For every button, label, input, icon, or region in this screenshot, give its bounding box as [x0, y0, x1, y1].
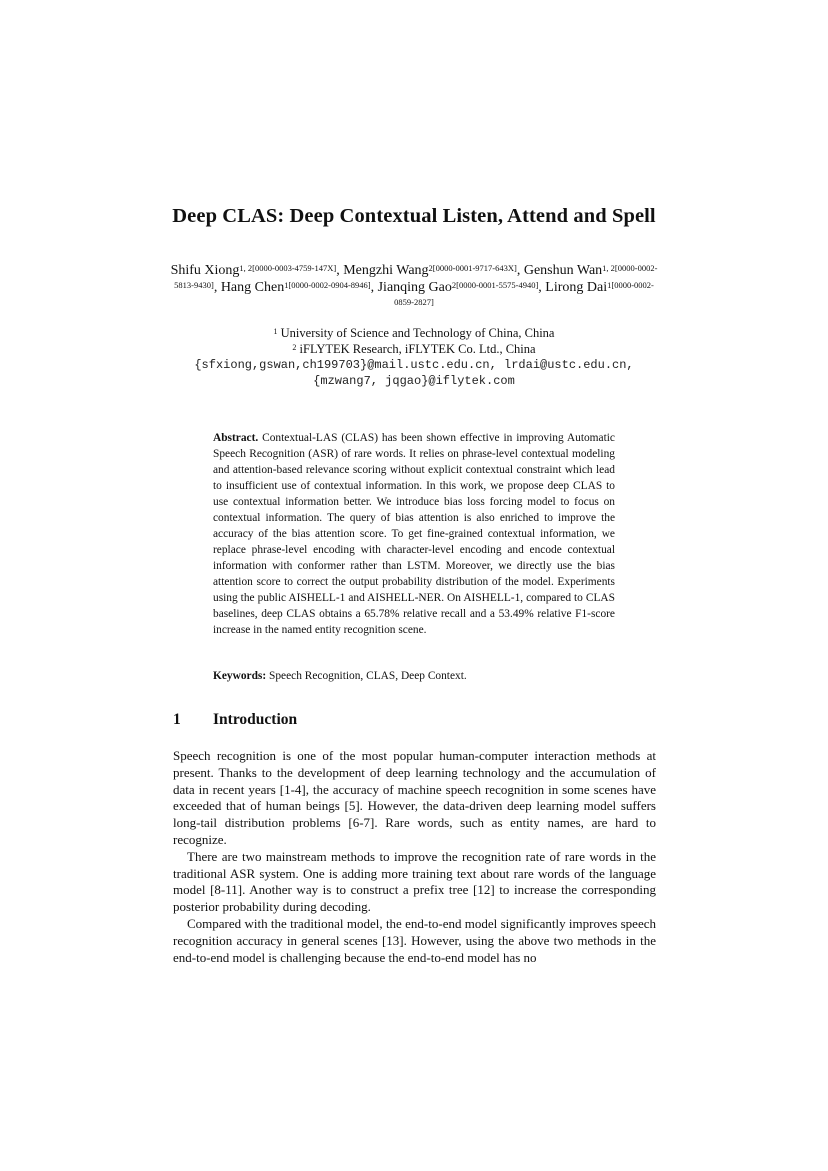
author-affiliation-orcid: 2[0000-0001-5575-4940] [451, 280, 539, 290]
affiliation-line: $^1$ University of Science and Technology of China, China [273, 326, 555, 340]
section-heading [173, 711, 297, 729]
abstract-text: Contextual-LAS (CLAS) has been shown effective in improving Automatic Speech Recognition (ASR) of rare words. It relies on phrase-level contextual modeling and attention-based relevance scoring without explicit contextual constraint which lead to insufficient use of contextual information. In this work, we propose deep CLAS to use contextual information better. We introduce bias loss forcing model to focus on contextual information. The query of bias attention is also enriched to improve the accuracy of the bias attention score. To get fine-grained contextual information, we replace phrase-level encoding with character-level encoding and encode contextual information with conformer rather than LSTM. Moreover, we directly use the bias attention score to correct the output probability distribution of the model. Experiments using the public AISHELL-1 and AISHELL-NER. On AISHELL-1, compared to CLAS baselines, deep CLAS obtains a 65.78% relative recall and a 53.49% relative F1-score increase in the named entity recognition scene. [213, 432, 615, 636]
section-number: 1 [173, 711, 181, 728]
author-name: Shifu Xiong [170, 263, 240, 278]
email-line[interactable]: {sfxiong,gswan,ch199703}@mail.ustc.edu.cn, lrdai@ustc.edu.cn, [194, 358, 634, 372]
keywords [213, 668, 615, 684]
keywords-text: Speech Recognition, CLAS, Deep Context. [269, 670, 467, 682]
paragraph: Speech recognition is one of the most popular human-computer interaction methods at present. Thanks to the development of deep learning technology and the accumulation of data in recent years [1-4], the accuracy of machine speech recognition in some scenes have exceeded that of human beings [5]. However, the data-driven deep learning model suffers long-tail distribution problems [6-7]. Rare words, such as entity names, are hard to recognize. [173, 748, 656, 847]
author-name: Genshun Wan [523, 263, 603, 278]
paper-title: Deep CLAS: Deep Contextual Listen, Attend and Spell [172, 205, 656, 227]
author-name: Jianqing Gao [377, 280, 452, 295]
keywords-label: Keywords: [213, 670, 267, 682]
paragraph: There are two mainstream methods to improve the recognition rate of rare words in the traditional ASR system. One is adding more training text about rare words of the language model [8-11]. Another way is to construct a prefix tree [12] to increase the corresponding posterior probability during decoding. [173, 848, 656, 915]
author-name: Mengzhi Wang [343, 263, 429, 278]
body-text [173, 748, 656, 966]
author-list: Shifu Xiong$^{1, 2[0000-0003-4759-147X]}$, Mengzhi Wang$^{2[0000-0001-9717-643X]}$, Genshun Wan$^{1, 2[0000-0002-5813-9430]}$, Hang Chen$^{1[0000-0002-0904-8946]}$, Jianqing Gao$^{2[0000-0001-5575-4940]}$, Lirong Dai$^{1[0000-0002-0859-2827]}$ [170, 263, 658, 307]
abstract [213, 430, 615, 638]
author-name: Hang Chen [220, 280, 285, 295]
affiliation-line: $^2$ iFLYTEK Research, iFLYTEK Co. Ltd., China [292, 342, 536, 356]
author-affiliation-orcid: 2[0000-0001-9717-643X] [428, 263, 517, 273]
author-affiliation-orcid: 1[0000-0002-0904-8946] [284, 280, 371, 290]
email-line[interactable]: {mzwang7, jqgao}@iflytek.com [313, 374, 515, 388]
author-affiliation-orcid: 1, 2[0000-0003-4759-147X] [239, 263, 337, 273]
abstract-label: Abstract. [213, 432, 259, 444]
author-affiliation-orcid: 1, 2[0000-0002-5813-9430] [174, 263, 658, 290]
affiliations [0, 325, 828, 389]
author-affiliation-orcid: 1[0000-0002-0859-2827] [394, 280, 654, 307]
paragraph: Compared with the traditional model, the end-to-end model significantly improves speech recognition accuracy in general scenes [13]. However, using the above two methods in the end-to-end model is challenging because the end-to-end model has no [173, 915, 656, 965]
section-title: Introduction [213, 711, 298, 728]
author-name: Lirong Dai [545, 280, 608, 295]
